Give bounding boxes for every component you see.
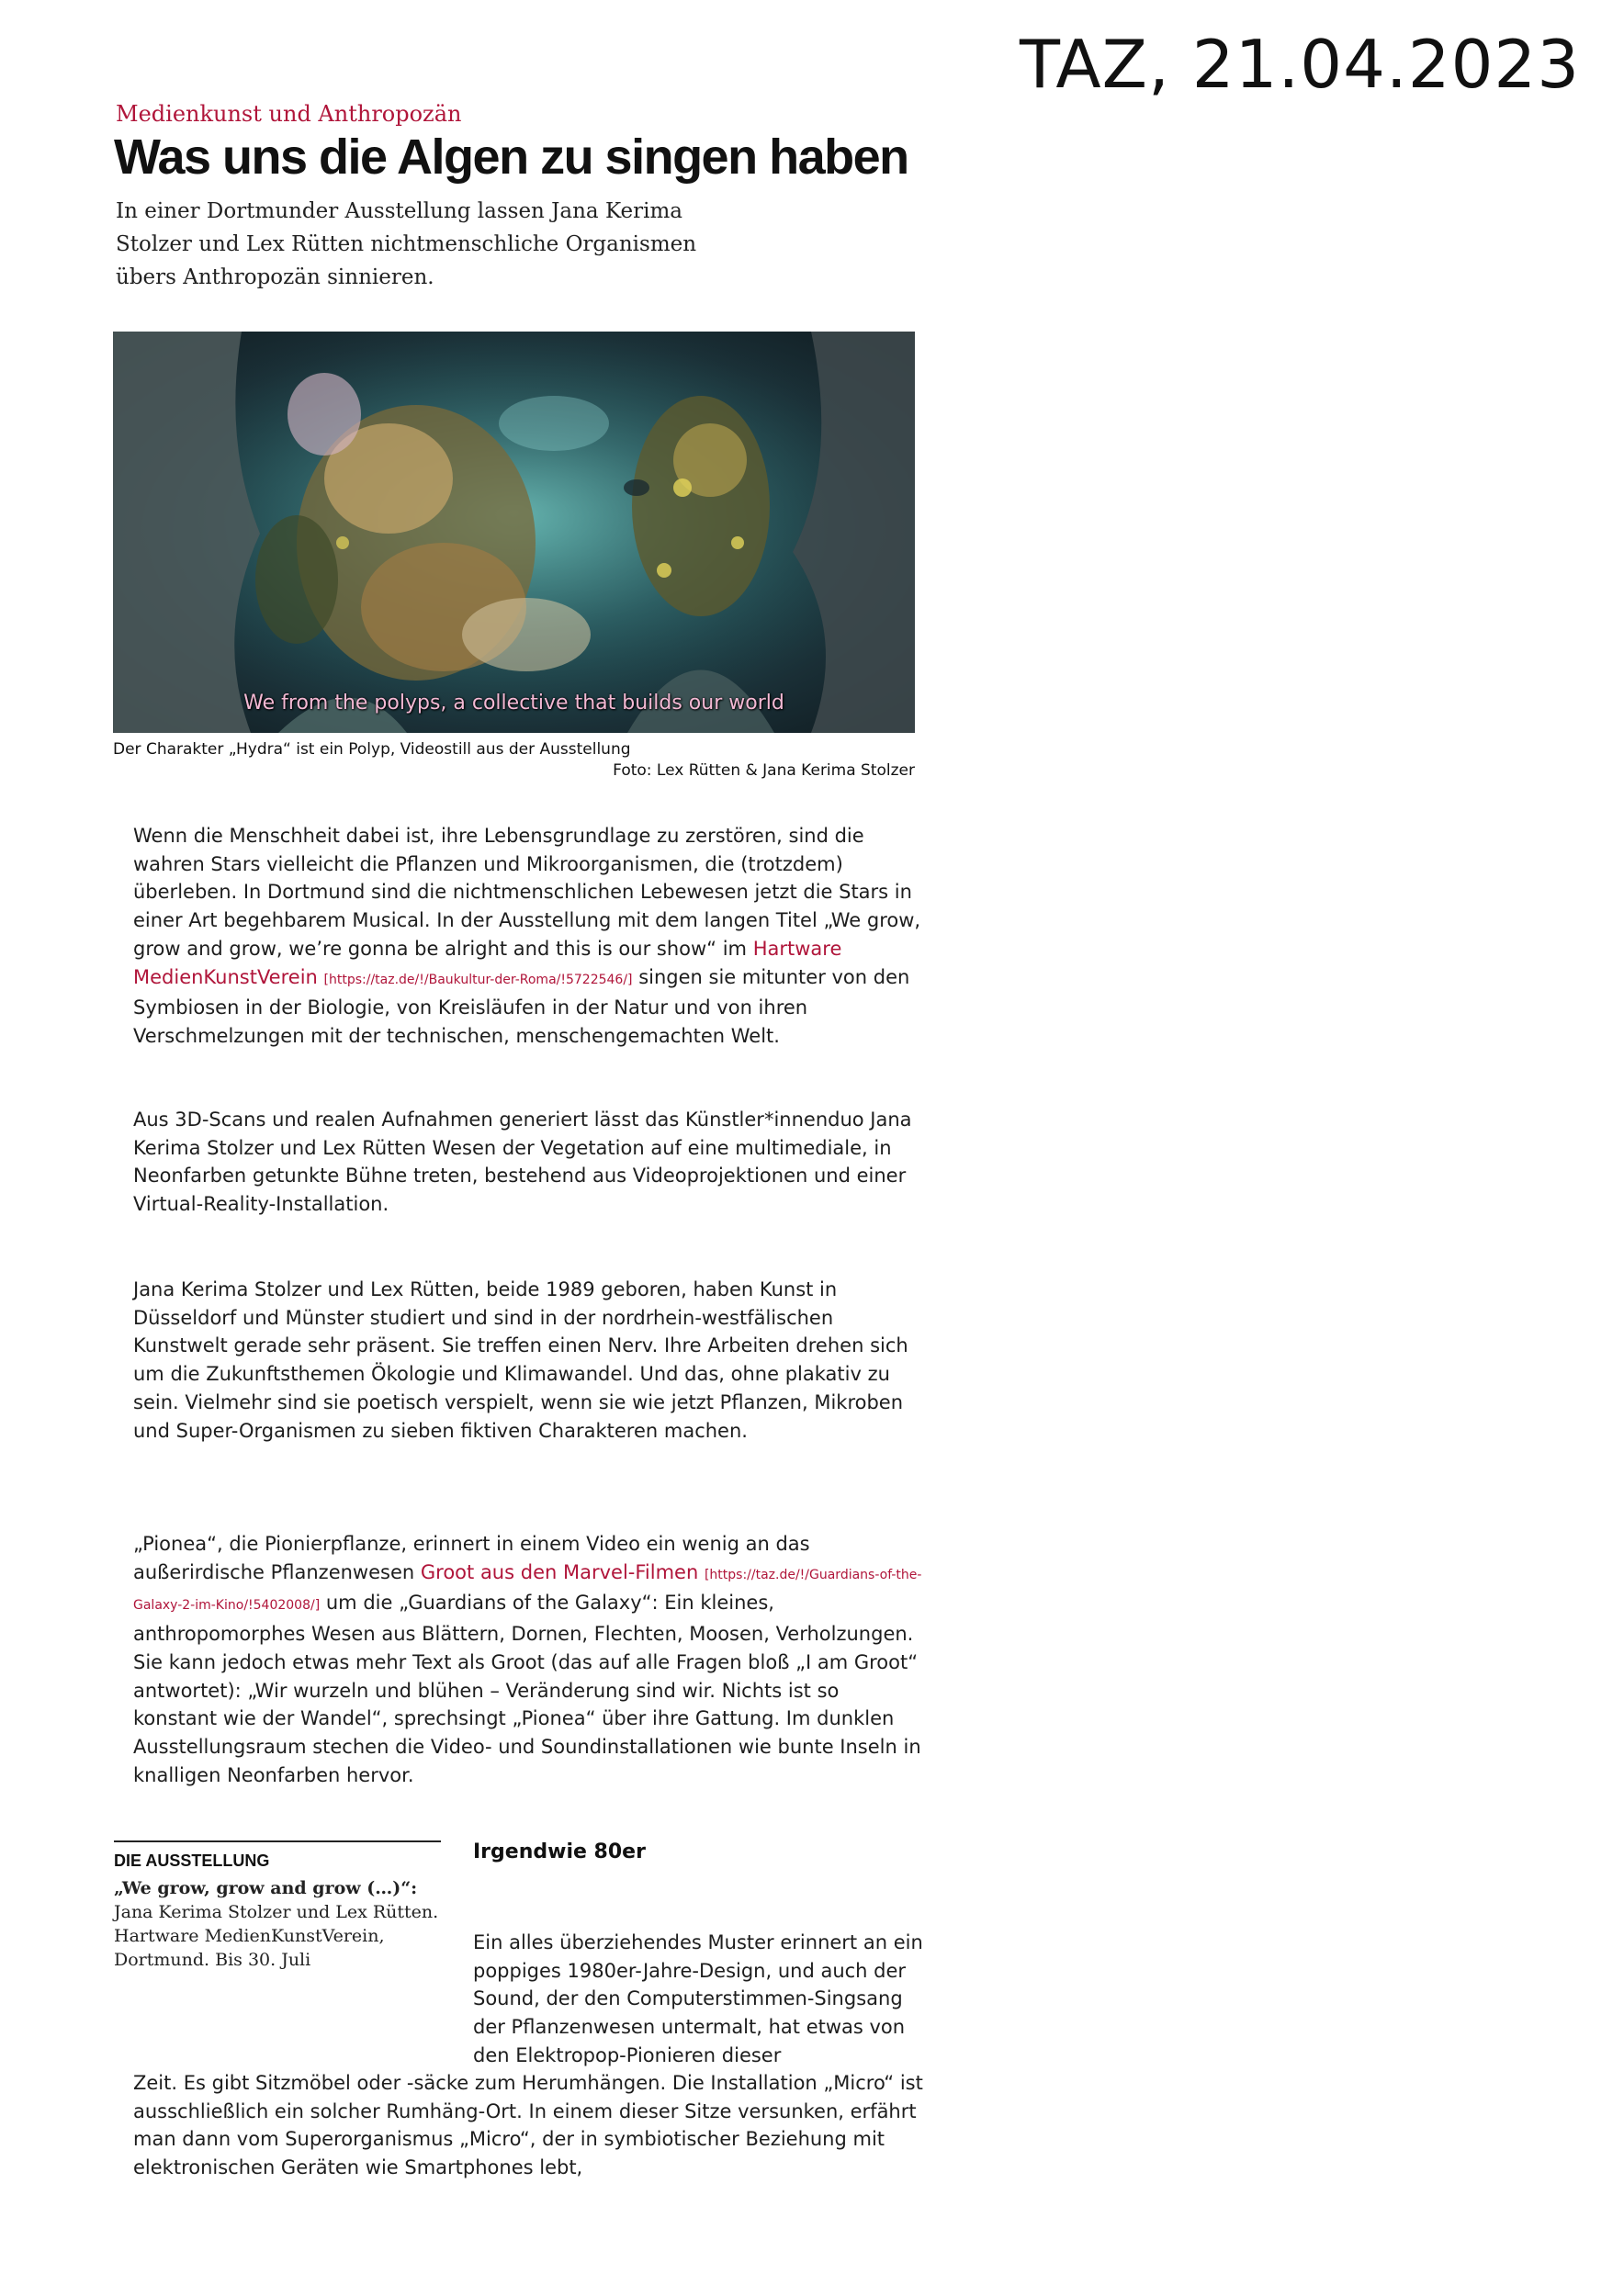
paragraph-3: Jana Kerima Stolzer und Lex Rütten, beide 1989 geboren, haben Kunst in Düsseldorf und Münster studiert und sind in der nordrhein-westfälischen Kunstwelt gerade sehr präsent. Sie treffen einen Nerv. Ihre Arbeiten drehen sich um die Zukunftsthemen Ökologie und Klimawandel. Und das, ohne plakativ zu sein. Vielmehr sind sie poetisch verspielt, wenn sie wie jetzt Pflanzen, Mikroben und Super-Organismen zu sieben fiktiven Charakteren machen. [133,1278,908,1442]
paragraph-2: Aus 3D-Scans und realen Aufnahmen generiert lässt das Künstler*innenduo Jana Kerima Stolzer und Lex Rütten Wesen der Vegetation auf eine multimediale, in Neonfarben getunkte Bühne treten, bestehend aus Videoprojektionen und einer Virtual-Reality-Installation. [133,1109,912,1216]
article-headline: Was uns die Algen zu singen haben [114,129,908,185]
infobox-body [114,1876,441,1972]
infobox-title: DIE AUSSTELLUNG [114,1851,270,1870]
caption-text: Der Charakter „Hydra“ ist ein Polyp, Videostill aus der Ausstellung [113,740,631,759]
paragraph-4 [133,1530,925,1789]
paragraph-1 [133,822,925,1051]
article-kicker: Medienkunst und Anthropozän [116,101,462,127]
paragraph-5-narrow: Ein alles überziehendes Muster erinnert an ein poppiges 1980er-Jahre-Design, und auch der Sound, der den Computerstimmen-Singsang der Pflanzenwesen untermalt, hat etwas von den Elektropop-Pionieren dieser [473,1931,923,2066]
infobox-details: Jana Kerima Stolzer und Lex Rütten. Hartware MedienKunstVerein, Dortmund. Bis 30. Juli [114,1902,439,1970]
article-photo [113,332,915,733]
paragraph-4-text-a: „Pionea“, die Pionierpflanze, erinnert in einem Video ein wenig an das außerirdische Pflanzenwesen [133,1533,810,1583]
link-groot-url[interactable]: [https://taz.de/!/Guardians-of-the-Galaxy-2-im-Kino/!5402008/] [133,1567,922,1614]
paragraph-1-text-a: Wenn die Menschheit dabei ist, ihre Lebensgrundlage zu zerstören, sind die wahren Stars vielleicht die Pflanzen und Mikroorganismen, die (trotzdem) überleben. In Dortmund sind die nichtmenschlichen Lebewesen jetzt die Stars in einer Art begehbarem Musical. In der Ausstellung mit dem langen Titel „We grow, grow and grow, we’re gonna be alright and this is our show“ im [133,825,921,960]
photo-credit: Foto: Lex Rütten & Jana Kerima Stolzer [613,761,915,780]
infobox-work-title: „We grow, grow and grow (…)“: [114,1878,418,1898]
photo-illustration [113,332,915,733]
masthead-date: TAZ, 21.04.2023 [1020,26,1580,103]
link-hartware-url[interactable]: [https://taz.de/!/Baukultur-der-Roma/!5722546/] [323,972,633,987]
paragraph-4-text-b: um die „Guardians of the Galaxy“: Ein kleines, anthropomorphes Wesen aus Blättern, Dornen, Flechten, Moosen, Verholzungen. Sie kann jedoch etwas mehr Text als Groot (das auf alle Fragen bloß „I am Groot“ antwortet): „Wir wurzeln und blühen – Veränderung sind wir. Nichts ist so konstant wie der Wandel“, sprechsingt „Pionea“ über ihre Gattung. Im dunklen Ausstellungsraum stechen die Video- und Soundinstallationen wie bunte Inseln in knalligen Neonfarben hervor. [133,1592,921,1786]
exhibition-infobox [114,1840,441,1972]
video-subtitle: We from the polyps, a collective that builds our world [243,692,784,715]
paragraph-1-text-b: singen sie mitunter von den Symbiosen in der Biologie, von Kreisläufen in der Natur und von ihren Verschmelzungen mit der technischen, menschengemachten Welt. [133,965,910,1047]
photo-caption [113,739,915,782]
link-groot[interactable]: Groot aus den Marvel-Filmen [420,1560,699,1583]
article-lead: In einer Dortmunder Ausstellung lassen Jana Kerima Stolzer und Lex Rütten nichtmenschliche Organismen übers Anthropozän sinnieren. [116,199,697,289]
section-subhead: Irgendwie 80er [473,1840,646,1863]
link-hartware[interactable]: Hartware MedienKunstVerein [133,937,842,988]
paragraph-5-wide: Zeit. Es gibt Sitzmöbel oder -säcke zum Herumhängen. Die Installation „Micro“ ist ausschließlich ein solcher Rumhäng-Ort. In einem dieser Sitze versunken, erfährt man dann vom Superorganismus „Micro“, der in symbiotischer Beziehung mit elektronischen Geräten wie Smartphones lebt, [133,2072,923,2179]
